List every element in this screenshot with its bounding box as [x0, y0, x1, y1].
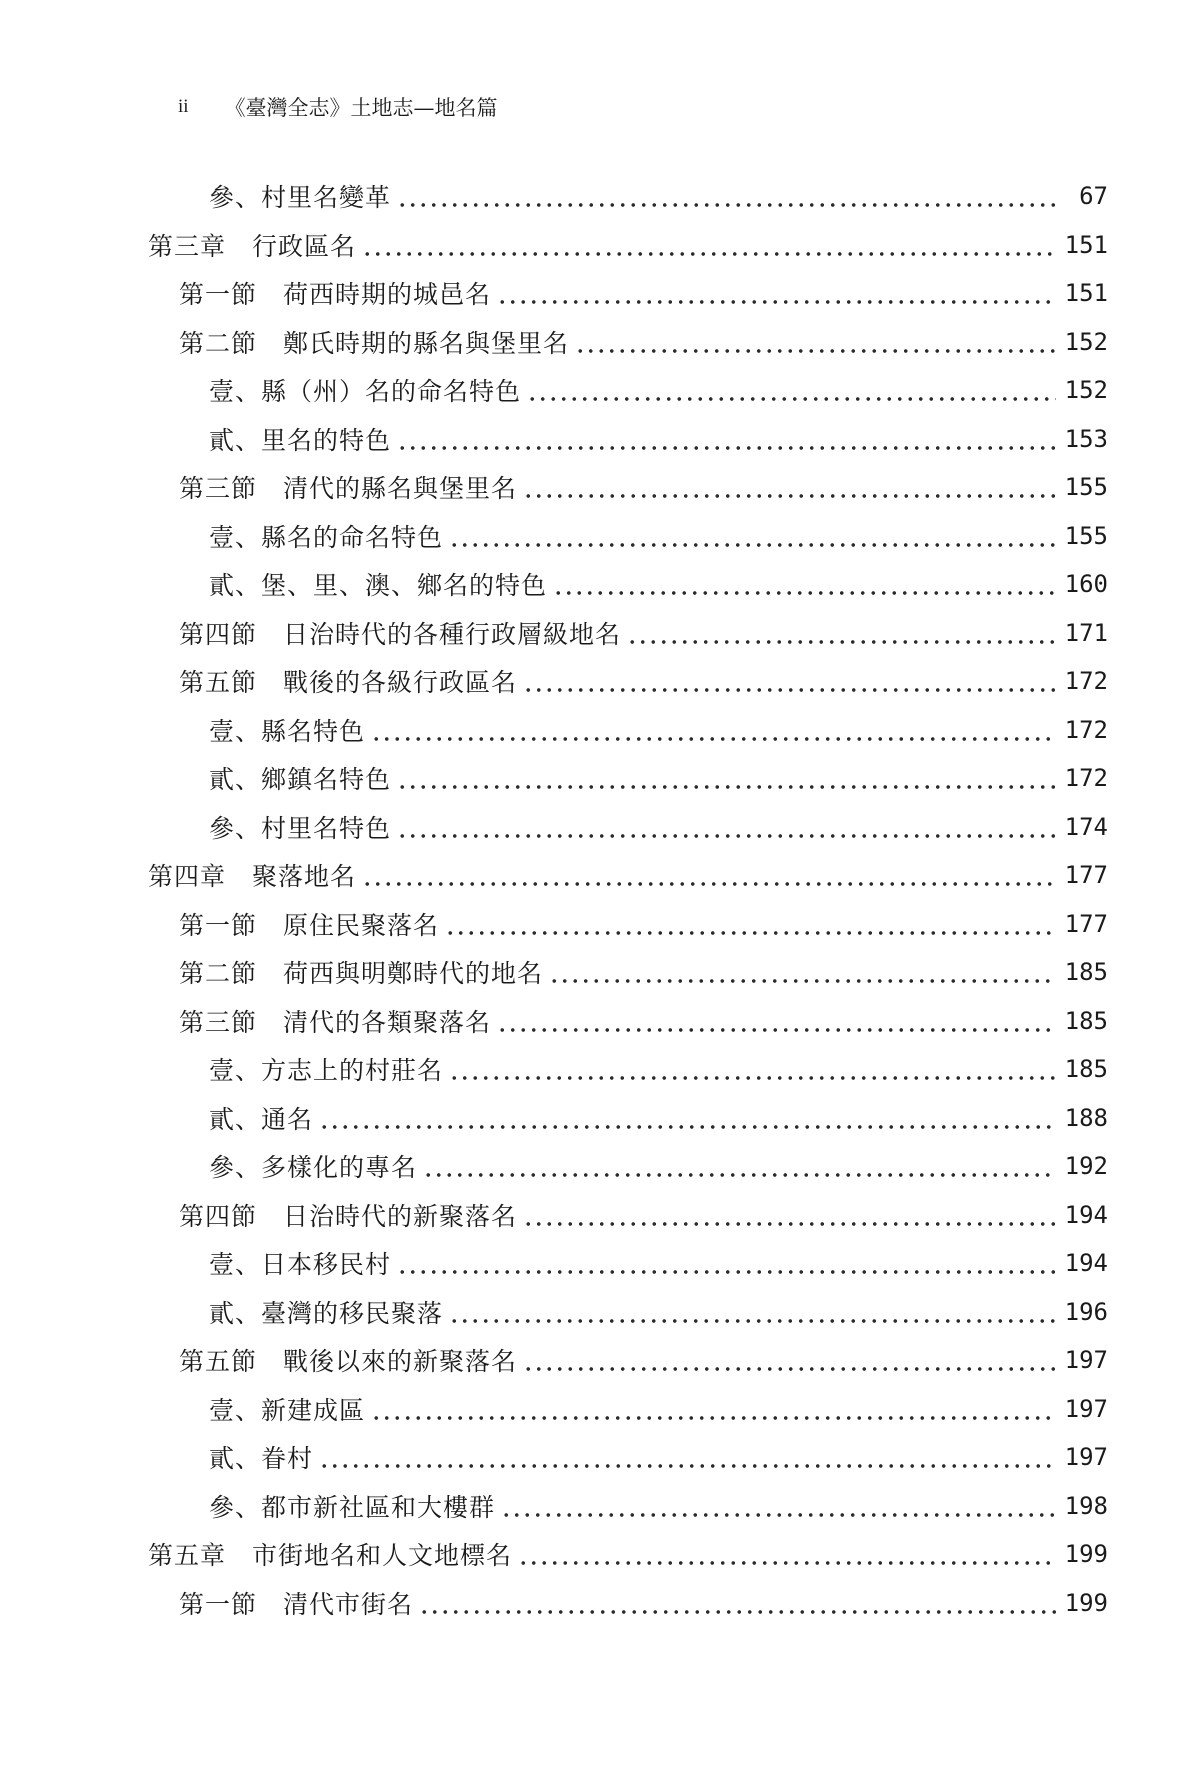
toc-entry-label: 第四節 日治時代的各種行政層級地名: [179, 619, 622, 649]
toc-entry[interactable]: [148, 172, 1108, 221]
toc-entry-label: 第三節 清代的各類聚落名: [179, 1007, 492, 1037]
toc-entry-label: 第五節 戰後以來的新聚落名: [179, 1347, 518, 1377]
toc-entry-page-number: 192: [1064, 1152, 1108, 1181]
toc-entry-label: 參、村里名變革: [209, 183, 392, 213]
toc-entry-page-number: 197: [1064, 1394, 1108, 1423]
toc-entry[interactable]: [148, 851, 1108, 900]
toc-entry-label: 第一節 清代市街名: [179, 1589, 414, 1619]
toc-entry-page-number: 196: [1064, 1297, 1108, 1326]
toc-entry[interactable]: [148, 706, 1108, 755]
toc-entry-label: 貳、堡、里、澳、鄉名的特色: [209, 571, 548, 601]
toc-entry-page-number: 198: [1064, 1491, 1108, 1520]
toc-entry[interactable]: [148, 366, 1108, 415]
toc-entry-page-number: 160: [1064, 570, 1108, 599]
toc-entry-label: 壹、縣名的命名特色: [209, 522, 444, 552]
toc-entry[interactable]: [148, 1191, 1108, 1240]
toc-entry-label: 參、都市新社區和大樓群: [209, 1492, 496, 1522]
toc-entry-page-number: 171: [1064, 618, 1108, 647]
dot-leader: [553, 572, 1056, 596]
toc-entry-label: 貳、眷村: [209, 1444, 314, 1474]
toc-entry-label: 壹、縣（州）名的命名特色: [209, 377, 522, 407]
dot-leader: [497, 1009, 1056, 1033]
toc-entry[interactable]: [148, 221, 1108, 270]
toc-entry-label: 貳、通名: [209, 1104, 314, 1134]
dot-leader: [523, 475, 1056, 499]
dot-leader: [627, 621, 1056, 645]
toc-entry[interactable]: [148, 560, 1108, 609]
toc-entry-page-number: 152: [1064, 376, 1108, 405]
toc-entry[interactable]: [148, 318, 1108, 367]
toc-entry[interactable]: [148, 1433, 1108, 1482]
running-title: 《臺灣全志》土地志—地名篇: [224, 96, 498, 120]
toc-entry-page-number: 194: [1064, 1200, 1108, 1229]
dot-leader: [419, 1591, 1056, 1615]
toc-entry[interactable]: [148, 1579, 1108, 1628]
dot-leader: [397, 1251, 1056, 1275]
dot-leader: [449, 1300, 1056, 1324]
toc-entry-page-number: 67: [1079, 182, 1108, 211]
toc-entry-label: 第四章 聚落地名: [148, 862, 357, 892]
toc-entry-page-number: 188: [1064, 1103, 1108, 1132]
toc-entry-label: 壹、新建成區: [209, 1395, 366, 1425]
dot-leader: [527, 378, 1056, 402]
toc-entry[interactable]: [148, 1288, 1108, 1337]
toc-entry[interactable]: [148, 1336, 1108, 1385]
dot-leader: [362, 233, 1056, 257]
toc-entry[interactable]: [148, 948, 1108, 997]
toc-entry-page-number: 177: [1064, 909, 1108, 938]
dot-leader: [397, 815, 1056, 839]
toc-entry-page-number: 151: [1064, 230, 1108, 259]
toc-entry-page-number: 151: [1064, 279, 1108, 308]
dot-leader: [445, 912, 1056, 936]
dot-leader: [549, 960, 1056, 984]
toc-entry-page-number: 185: [1064, 958, 1108, 987]
toc-entry[interactable]: [148, 1045, 1108, 1094]
toc-entry-label: 參、多樣化的專名: [209, 1153, 418, 1183]
toc-entry[interactable]: [148, 269, 1108, 318]
toc-entry[interactable]: [148, 1239, 1108, 1288]
toc-entry[interactable]: [148, 512, 1108, 561]
dot-leader: [497, 281, 1056, 305]
toc-entry-page-number: 174: [1064, 812, 1108, 841]
toc-entry[interactable]: [148, 1385, 1108, 1434]
toc-entry-label: 貳、臺灣的移民聚落: [209, 1298, 444, 1328]
toc-entry-label: 壹、縣名特色: [209, 716, 366, 746]
toc-entry[interactable]: [148, 463, 1108, 512]
toc-entry[interactable]: [148, 997, 1108, 1046]
toc-entry-label: 第五章 市街地名和人文地標名: [148, 1541, 513, 1571]
dot-leader: [371, 718, 1056, 742]
toc-entry-label: 第一節 原住民聚落名: [179, 910, 440, 940]
toc-entry-label: 第三章 行政區名: [148, 231, 357, 261]
toc-entry-page-number: 197: [1064, 1443, 1108, 1472]
toc-entry[interactable]: [148, 1482, 1108, 1531]
toc-entry[interactable]: [148, 803, 1108, 852]
toc-entry[interactable]: [148, 900, 1108, 949]
toc-entry-page-number: 185: [1064, 1055, 1108, 1084]
dot-leader: [397, 766, 1056, 790]
dot-leader: [397, 427, 1056, 451]
dot-leader: [523, 1203, 1056, 1227]
toc-entry-page-number: 172: [1064, 715, 1108, 744]
dot-leader: [371, 1397, 1056, 1421]
dot-leader: [362, 863, 1056, 887]
dot-leader: [423, 1154, 1056, 1178]
toc-entry-page-number: 199: [1064, 1588, 1108, 1617]
toc-entry[interactable]: [148, 754, 1108, 803]
toc-entry[interactable]: [148, 1530, 1108, 1579]
toc-entry-label: 貳、里名的特色: [209, 425, 392, 455]
toc-entry[interactable]: [148, 1094, 1108, 1143]
running-header: [178, 92, 498, 122]
dot-leader: [449, 1057, 1056, 1081]
toc-entry[interactable]: [148, 609, 1108, 658]
toc-entry-page-number: 197: [1064, 1346, 1108, 1375]
toc-entry-page-number: 194: [1064, 1249, 1108, 1278]
toc-entry-label: 貳、鄉鎮名特色: [209, 765, 392, 795]
toc-entry-page-number: 172: [1064, 764, 1108, 793]
toc-entry-label: 壹、方志上的村莊名: [209, 1056, 444, 1086]
dot-leader: [501, 1494, 1056, 1518]
dot-leader: [523, 1348, 1056, 1372]
toc-entry-page-number: 199: [1064, 1540, 1108, 1569]
dot-leader: [518, 1542, 1056, 1566]
toc-entry-page-number: 153: [1064, 424, 1108, 453]
dot-leader: [575, 330, 1056, 354]
toc-entry-page-number: 185: [1064, 1006, 1108, 1035]
toc-entry-label: 第三節 清代的縣名與堡里名: [179, 474, 518, 504]
dot-leader: [449, 524, 1056, 548]
toc-entry-label: 第一節 荷西時期的城邑名: [179, 280, 492, 310]
dot-leader: [319, 1106, 1056, 1130]
toc-entry-page-number: 152: [1064, 327, 1108, 356]
toc-entry-label: 壹、日本移民村: [209, 1250, 392, 1280]
toc-entry-page-number: 177: [1064, 861, 1108, 890]
toc-entry-label: 第四節 日治時代的新聚落名: [179, 1201, 518, 1231]
dot-leader: [397, 184, 1056, 208]
toc-entry-label: 第二節 荷西與明鄭時代的地名: [179, 959, 544, 989]
dot-leader: [319, 1445, 1056, 1469]
toc-entry-page-number: 155: [1064, 521, 1108, 550]
toc-entry-label: 參、村里名特色: [209, 813, 392, 843]
toc-entry-page-number: 172: [1064, 667, 1108, 696]
dot-leader: [523, 669, 1056, 693]
toc-entry[interactable]: [148, 1142, 1108, 1191]
page-folio: ii: [178, 96, 189, 117]
toc-entry-label: 第二節 鄭氏時期的縣名與堡里名: [179, 328, 570, 358]
toc-entry-label: 第五節 戰後的各級行政區名: [179, 668, 518, 698]
toc-entry-page-number: 155: [1064, 473, 1108, 502]
table-of-contents: [148, 172, 1108, 1627]
toc-entry[interactable]: [148, 415, 1108, 464]
toc-entry[interactable]: [148, 657, 1108, 706]
